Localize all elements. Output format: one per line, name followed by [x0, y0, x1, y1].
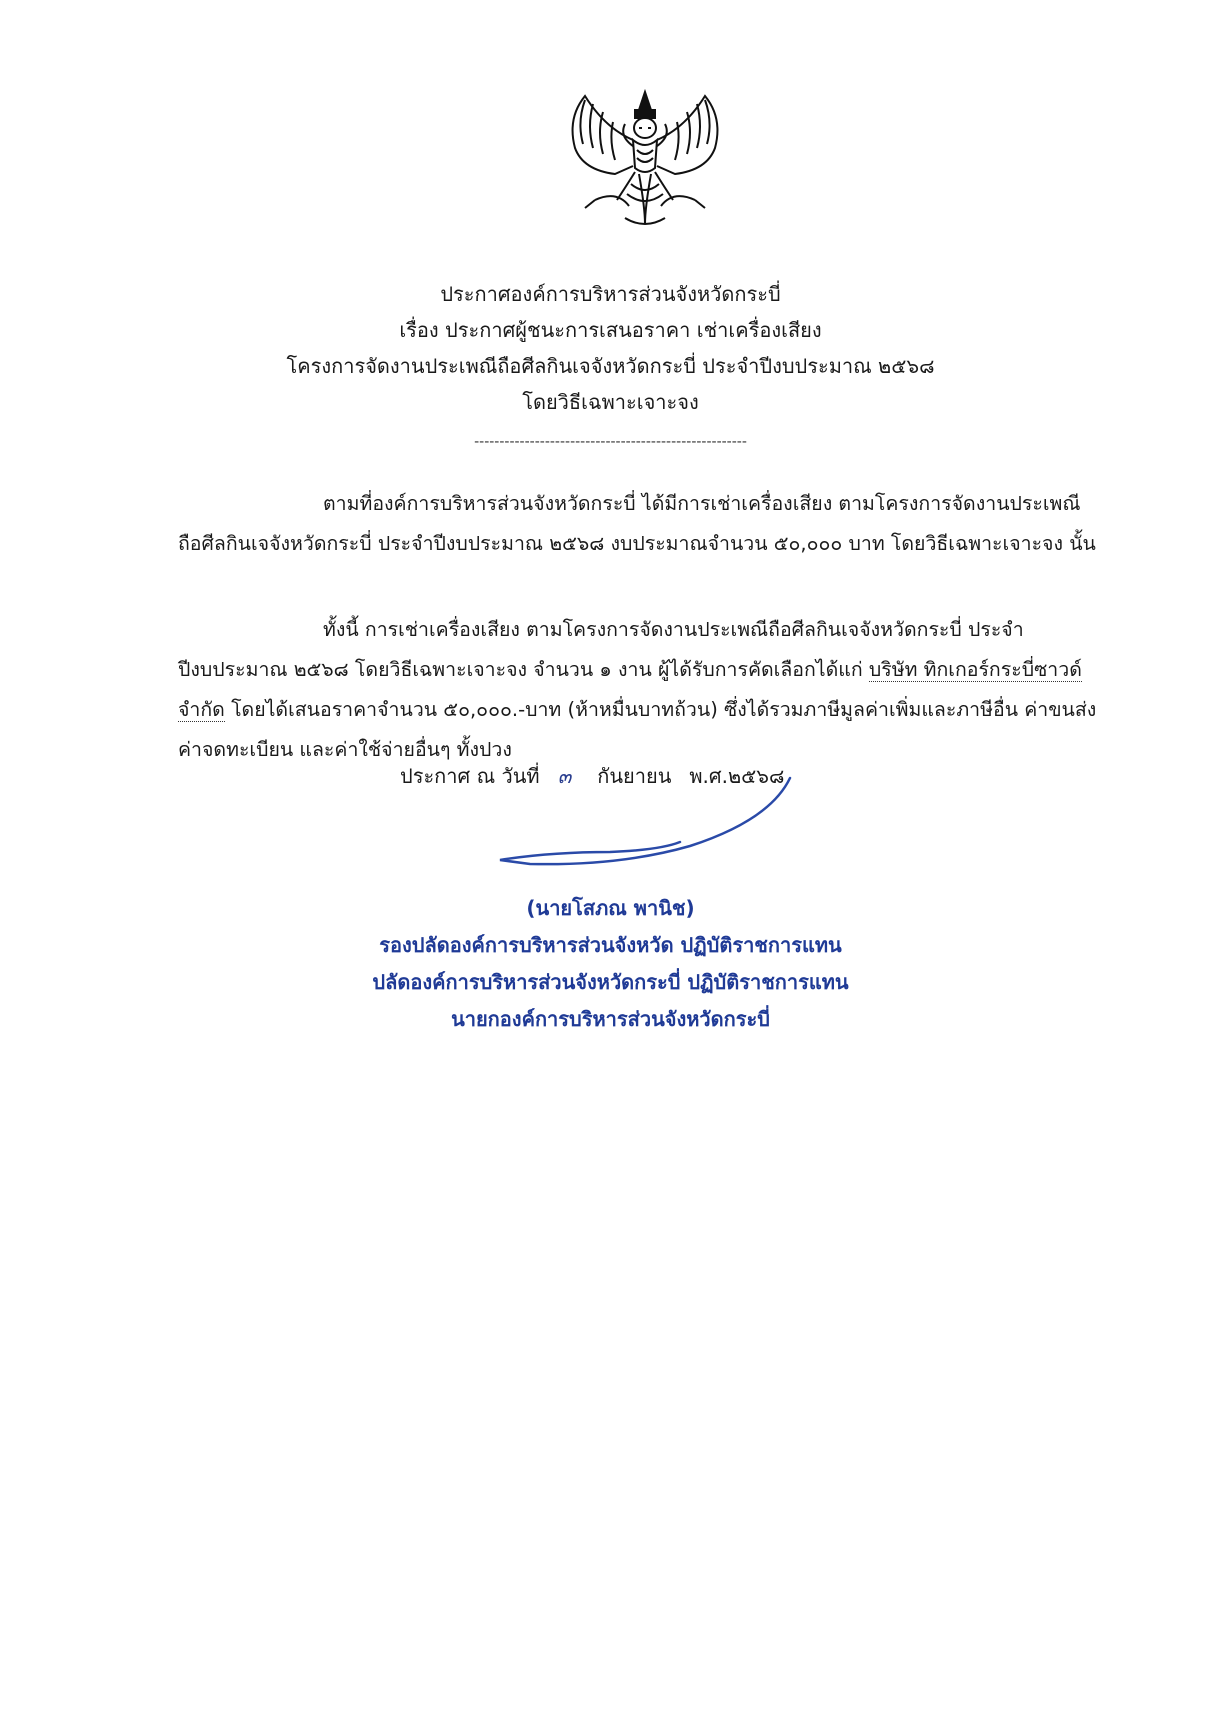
handwritten-signature — [490, 760, 820, 880]
paragraph-background — [178, 484, 1108, 564]
date-year: พ.ศ.๒๕๖๘ — [689, 764, 785, 788]
paragraph2-text-after: โดยได้เสนอราคาจำนวน ๕๐,๐๐๐.-บาท (ห้าหมื่นบาทถ้วน) ซึ่งได้รวมภาษีมูลค่าเพิ่มและภาษีอื่น ค่าขนส่ง ค่าจดทะเบียน และค่าใช้จ่ายอื่นๆ ทั้งปวง — [178, 698, 1097, 761]
winner-company: บริษัท ทิกเกอร์กระบี่ซาวด์ จำกัด — [178, 658, 1082, 721]
announcement-title: ประกาศองค์การบริหารส่วนจังหวัดกระบี่ — [440, 282, 781, 306]
signatory-position-2: ปลัดองค์การบริหารส่วนจังหวัดกระบี่ ปฏิบัติราชการแทน — [372, 970, 849, 994]
date-month: กันยายน — [597, 764, 672, 788]
paragraph2-text-before: ทั้งนี้ การเช่าเครื่องเสียง ตามโครงการจัดงานประเพณีถือศีลกินเจจังหวัดกระบี่ ประจำปีงบประมาณ ๒๕๖๘ โดยวิธีเฉพาะเจาะจง จำนวน ๑ งาน ผู้ได้รับการคัดเลือกได้แก่ — [178, 618, 1024, 681]
date-day: ๓ — [557, 764, 572, 788]
signatory-position-3: นายกองค์การบริหารส่วนจังหวัดกระบี่ — [451, 1007, 770, 1031]
paragraph1-text: ตามที่องค์การบริหารส่วนจังหวัดกระบี่ ได้มีการเช่าเครื่องเสียง ตามโครงการจัดงานประเพณีถือศีลกินเจจังหวัดกระบี่ ประจำปีงบประมาณ ๒๕๖๘ งบประมาณจำนวน ๕๐,๐๐๐ บาท โดยวิธีเฉพาะเจาะจง นั้น — [178, 492, 1096, 555]
signatory-name: (นายโสภณ พานิช) — [526, 896, 695, 920]
procurement-method: โดยวิธีเฉพาะเจาะจง — [522, 390, 699, 414]
paragraph-result — [178, 610, 1108, 770]
project-name: โครงการจัดงานประเพณีถือศีลกินเจจังหวัดกระบี่ ประจำปีงบประมาณ ๒๕๖๘ — [286, 354, 935, 378]
announcement-subject: เรื่อง ประกาศผู้ชนะการเสนอราคา เช่าเครื่องเสียง — [399, 318, 822, 342]
header-divider: ------------------------------------------------------ — [474, 434, 747, 450]
date-prefix: ประกาศ ณ วันที่ — [400, 764, 540, 788]
garuda-emblem-icon — [555, 88, 735, 233]
signatory-position-1: รองปลัดองค์การบริหารส่วนจังหวัด ปฏิบัติราชการแทน — [379, 933, 842, 957]
